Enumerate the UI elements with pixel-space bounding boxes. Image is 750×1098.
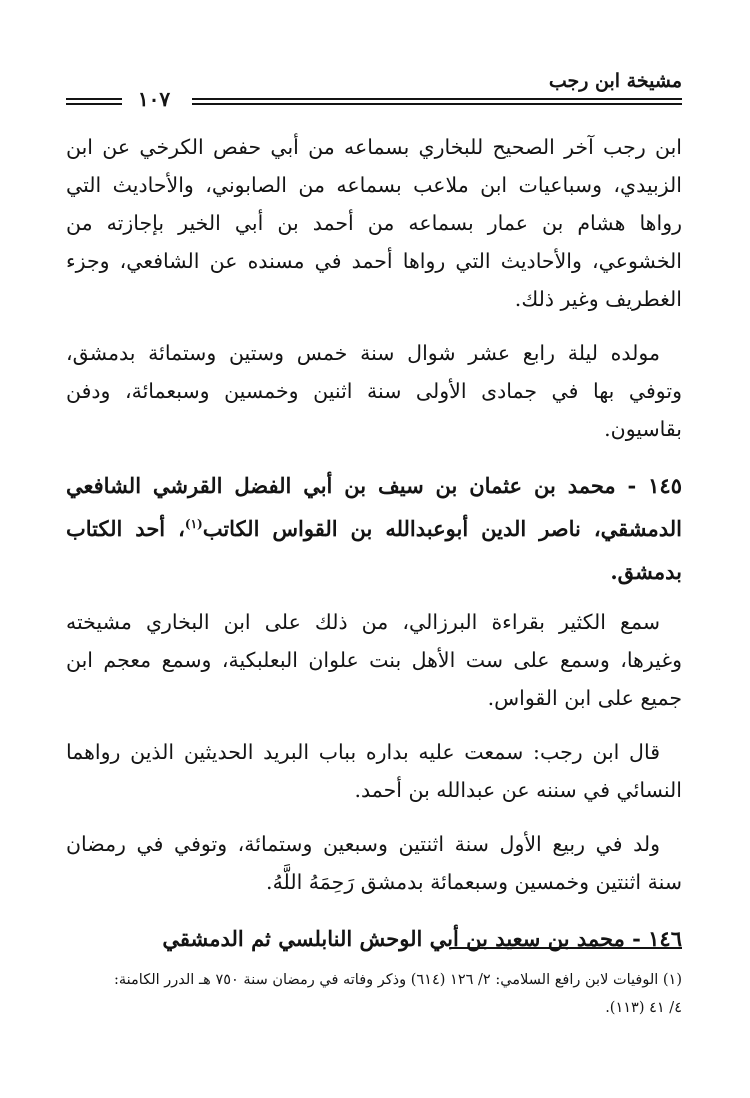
running-title: مشيخة ابن رجب <box>548 70 682 92</box>
footnote-ref-1: (١) <box>184 517 203 531</box>
header-rule-right <box>192 98 682 105</box>
footnote-separator <box>450 947 682 949</box>
header-rule-left <box>66 98 122 105</box>
page-header <box>66 68 682 112</box>
paragraph-sources: ابن رجب آخر الصحيح للبخاري بسماعه من أبي حفص الكرخي عن ابن الزبيدي، وسباعيات ابن ملاعب بسماعه من الصابوني، والأحاديث التي رواها هشام بن عمار بسماعه من أحمد بن أبي الخير بإجازته من الخشوعي، والأحاديث التي رواها أحمد في مسنده عن الشافعي، وجزء الغطريف وغير ذلك. <box>66 135 682 311</box>
paragraph-ibn-rajab-quote: قال ابن رجب: سمعت عليه بداره بباب البريد الحديثين الذين رواهما النسائي في سننه عن عبدالله بن أحمد. <box>66 740 682 802</box>
footnotes <box>66 966 682 1022</box>
entry-heading-145 <box>66 464 682 593</box>
paragraph-hearing: سمع الكثير بقراءة البرزالي، من ذلك على ابن البخاري مشيخته وغيرها، وسمع على ست الأهل بنت علوان البعلبكية، وسمع معجم ابن جميع على ابن القواس. <box>66 610 682 710</box>
entry-heading-145-tail: ، أحد الكتاب بدمشق. <box>66 516 682 584</box>
paragraph-born-died: ولد في ربيع الأول سنة اثنتين وسبعين وستمائة، وتوفي في رمضان سنة اثنتين وخمسين وسبعمائة بدمشق رَحِمَهُ اللَّهُ. <box>66 832 682 894</box>
entry-heading-145-text: ١٤٥ - محمد بن عثمان بن سيف بن أبي الفضل القرشي الشافعي الدمشقي، ناصر الدين أبوعبدالله بن القواس الكاتب <box>66 473 682 541</box>
footnote-1-line-1: (١) الوفيات لابن رافع السلامي: ٢/ ١٢٦ (٦١٤) وذكر وفاته في رمضان سنة ٧٥٠ هـ الدرر الكامنة: <box>113 972 682 988</box>
page-body <box>66 128 682 970</box>
footnote-1-line-2: ٤/ ٤١ (١١٣). <box>605 1000 682 1016</box>
entry-heading-146: ١٤٦ - محمد بن سعيد بن أبي الوحش النابلسي ثم الدمشقي <box>162 926 682 951</box>
paragraph-birth-death: مولده ليلة رابع عشر شوال سنة خمس وستين وستمائة بدمشق، وتوفي بها في جمادى الأولى سنة اثنين وخمسين وسبعمائة، ودفن بقاسيون. <box>66 341 682 441</box>
page-number: ١٠٧ <box>137 87 171 111</box>
